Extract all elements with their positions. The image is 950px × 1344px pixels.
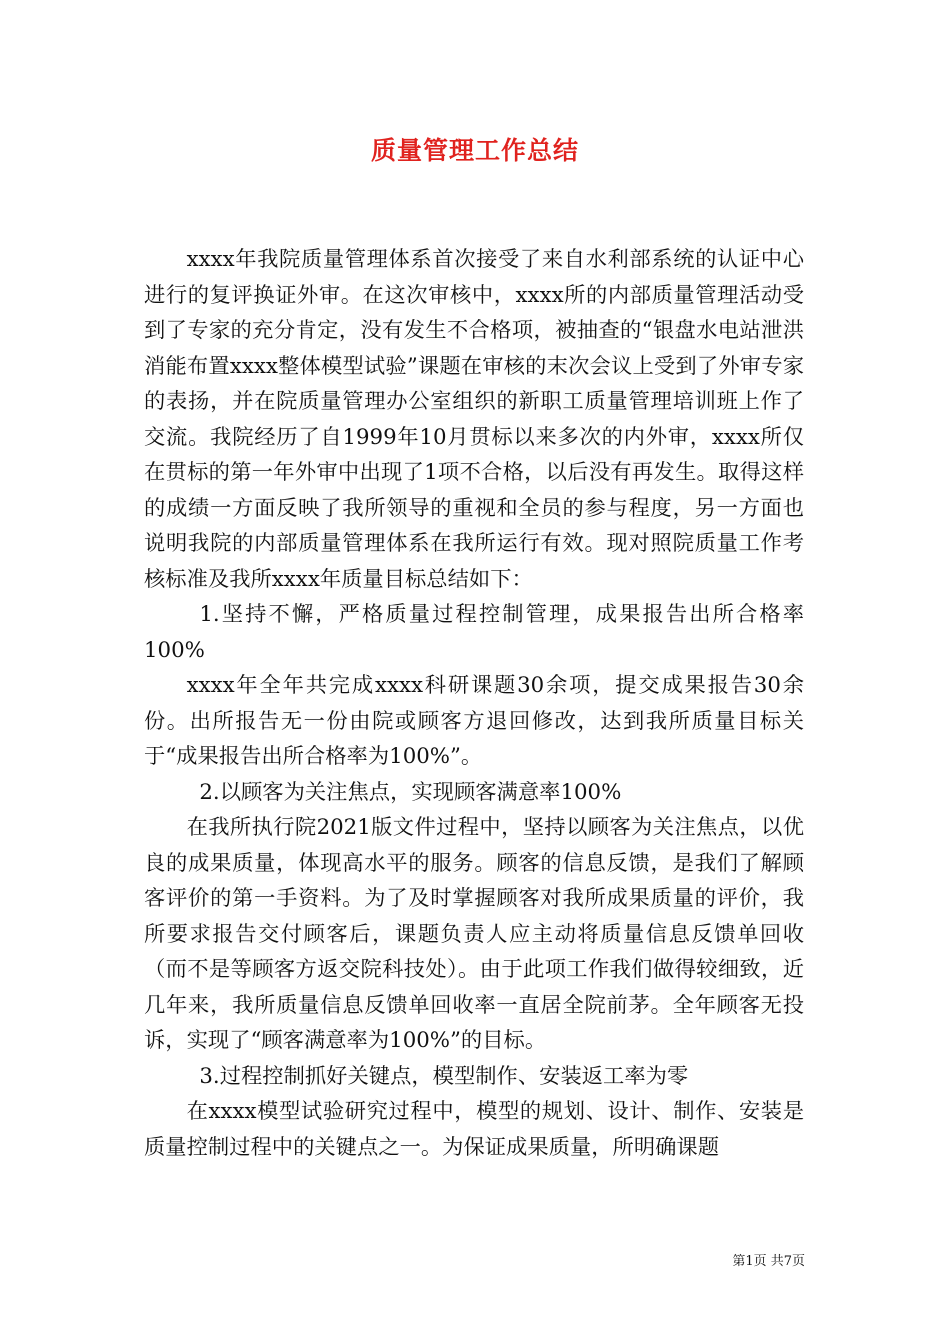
section-heading-3: 3.过程控制抓好关键点，模型制作、安装返工率为零 [199,1063,689,1089]
intro-paragraph: xxxx年我院质量管理体系首次接受了来自水利部系统的认证中心进行的复评换证外审。在这次审核中，xxxx所的内部质量管理活动受到了专家的充分肯定，没有发生不合格项，被抽查的“银盘水电站泄洪消能布置xxxx整体模型试验”课题在审核的末次会议上受到了外审专家的表扬，并在院质量管理办公室组织的新职工质量管理培训班上作了交流。我院经历了自1999年10月贯标以来多次的内外审，xxxx所仅在贯标的第一年外审中出现了1项不合格，以后没有再发生。取得这样的成绩一方面反映了我所领导的重视和全员的参与程度，另一方面也说明我院的内部质量管理体系在我所运行有效。现对照院质量工作考核标准及我所xxxx年质量目标总结如下： [144,247,804,592]
section-paragraph-2: 在我所执行院2021版文件过程中，坚持以顾客为关注焦点，以优良的成果质量，体现高水平的服务。顾客的信息反馈，是我们了解顾客评价的第一手资料。为了及时掌握顾客对我所成果质量的评价，我所要求报告交付顾客后，课题负责人应主动将质量信息反馈单回收（而不是等顾客方返交院科技处）。由于此项工作我们做得较细致，近几年来，我所质量信息反馈单回收率一直居全院前茅。全年顾客无投诉，实现了“顾客满意率为100%”的目标。 [144,815,804,1053]
section-paragraph-1: xxxx年全年共完成xxxx科研课题30余项，提交成果报告30余份。出所报告无一份由院或顾客方退回修改，达到我所质量目标关于“成果报告出所合格率为100%”。 [144,673,804,769]
section-paragraph-3: 在xxxx模型试验研究过程中，模型的规划、设计、制作、安装是质量控制过程中的关键点之一。为保证成果质量，所明确课题 [144,1099,804,1160]
document-body [144,242,804,1165]
section-heading-1: 1.坚持不懈，严格质量过程控制管理，成果报告出所合格率100% [144,602,804,663]
section-heading-2: 2.以顾客为关注焦点，实现顾客满意率100% [199,779,622,805]
page-number-footer: 第1页 共7页 [732,1254,805,1269]
document-title: 质量管理工作总结 [370,136,579,165]
